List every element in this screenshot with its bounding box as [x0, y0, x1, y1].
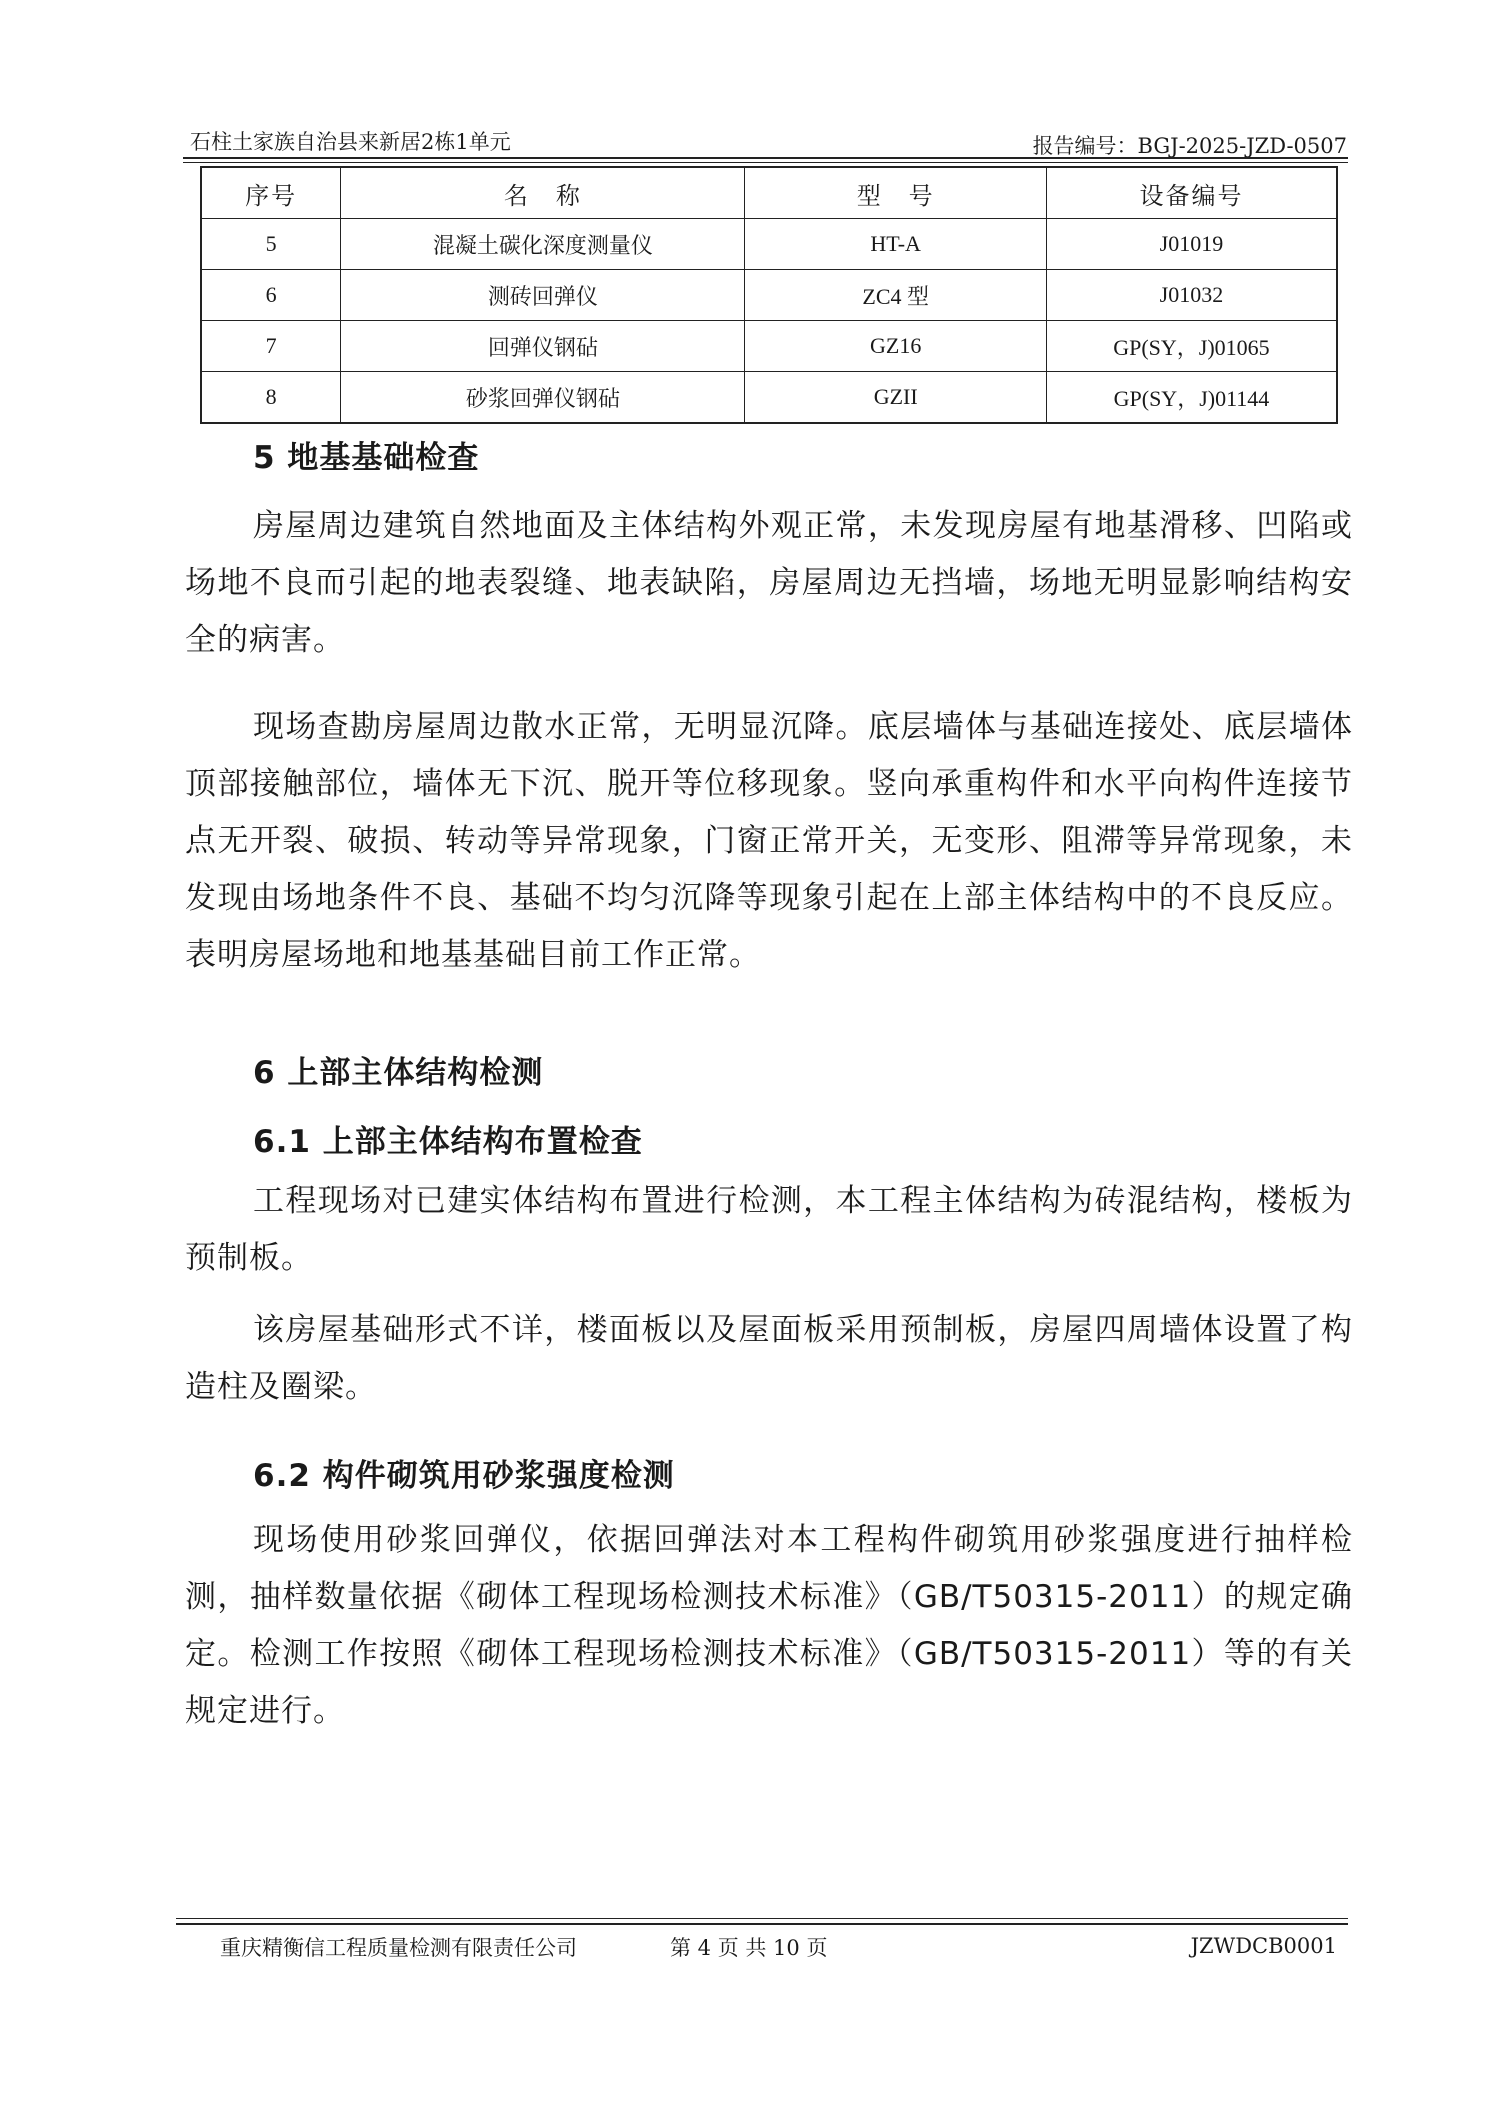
- cell-name: 砂浆回弹仪钢砧: [341, 372, 745, 424]
- section-6-2-heading: 6.2 构件砌筑用砂浆强度检测: [253, 1458, 675, 1494]
- project-name: 石柱土家族自治县来新居2栋1单元: [190, 130, 511, 154]
- section-6-heading: 6 上部主体结构检测: [253, 1055, 544, 1091]
- cell-model: HT-A: [745, 219, 1046, 270]
- cell-model: GZ16: [745, 321, 1046, 372]
- equipment-table: [200, 166, 1338, 424]
- col-header-model: 型 号: [745, 167, 1046, 219]
- cell-no: 8: [201, 372, 341, 424]
- running-footer: [200, 1928, 1347, 1962]
- table-header-row: [201, 167, 1337, 219]
- table-row: [201, 270, 1337, 321]
- cell-model: GZII: [745, 372, 1046, 424]
- cell-code: GP(SY，J)01065: [1046, 321, 1337, 372]
- col-header-name: 名 称: [341, 167, 745, 219]
- cell-code: J01032: [1046, 270, 1337, 321]
- section-6-1-paragraph-1: 工程现场对已建实体结构布置进行检测，本工程主体结构为砖混结构，楼板为预制板。: [185, 1183, 1353, 1276]
- cell-name: 回弹仪钢砧: [341, 321, 745, 372]
- header-rule-thin: [183, 162, 1348, 163]
- footer-rule-thin: [176, 1918, 1348, 1919]
- section-6-1-heading: 6.1 上部主体结构布置检查: [253, 1124, 643, 1160]
- section-5-heading: 5 地基基础检查: [253, 440, 480, 476]
- footer-rule: [176, 1923, 1348, 1925]
- cell-model: ZC4 型: [745, 270, 1046, 321]
- cell-no: 7: [201, 321, 341, 372]
- section-5-paragraph-2: 现场查勘房屋周边散水正常，无明显沉降。底层墙体与基础连接处、底层墙体顶部接触部位，墙体无下沉、脱开等位移现象。竖向承重构件和水平向构件连接节点无开裂、破损、转动等异常现象，门窗正常开关，无变形、阻滞等异常现象，未发现由场地条件不良、基础不均匀沉降等现象引起在上部主体结构中的不良反应。表明房屋场地和地基基础目前工作正常。: [185, 709, 1353, 973]
- report-number: 报告编号：BGJ-2025-JZD-0507: [1032, 134, 1347, 158]
- table-row: [201, 219, 1337, 270]
- section-6-1-paragraph-2: 该房屋基础形式不详，楼面板以及屋面板采用预制板，房屋四周墙体设置了构造柱及圈梁。: [185, 1312, 1353, 1405]
- cell-no: 6: [201, 270, 341, 321]
- company-name: 重庆精衡信工程质量检测有限责任公司: [220, 1936, 577, 1960]
- cell-name: 测砖回弹仪: [341, 270, 745, 321]
- table-row: [201, 321, 1337, 372]
- cell-name: 混凝土碳化深度测量仪: [341, 219, 745, 270]
- cell-no: 5: [201, 219, 341, 270]
- page-number: 第 4 页 共 10 页: [670, 1936, 828, 1960]
- col-header-code: 设备编号: [1046, 167, 1337, 219]
- cell-code: J01019: [1046, 219, 1337, 270]
- form-code: JZWDCB0001: [1190, 1934, 1337, 1958]
- cell-code: GP(SY，J)01144: [1046, 372, 1337, 424]
- section-5-paragraph-1: 房屋周边建筑自然地面及主体结构外观正常，未发现房屋有地基滑移、凹陷或场地不良而引起的地表裂缝、地表缺陷，房屋周边无挡墙，场地无明显影响结构安全的病害。: [185, 508, 1353, 658]
- table-row: [201, 372, 1337, 424]
- col-header-no: 序号: [201, 167, 341, 219]
- header-rule: [183, 157, 1348, 159]
- section-6-2-paragraph-1: 现场使用砂浆回弹仪，依据回弹法对本工程构件砌筑用砂浆强度进行抽样检测，抽样数量依据《砌体工程现场检测技术标准》（GB/T50315-2011）的规定确定。检测工作按照《砌体工程现场检测技术标准》（GB/T50315-2011）等的有关规定进行。: [185, 1522, 1353, 1729]
- running-header: [190, 122, 1347, 156]
